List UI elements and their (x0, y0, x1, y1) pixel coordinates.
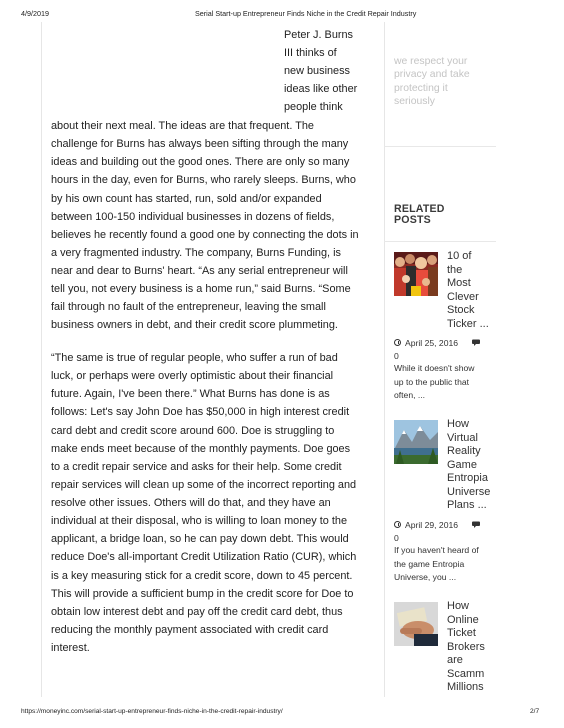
post-title-line: How (447, 600, 470, 612)
article-paragraph: about their next meal. The ideas are that frequent. The challenge for Burns has always been sifting through the many ideas and building out the good ones. There are only so many hours in the day, even for Burns, who rarely sleeps. Burns, who by his own count has started, run, sold and/or expanded between 100-150 individual businesses in dozens of fields, believes he recently found a good one by connecting the dots in a very fragmented industry. The company, Burns Funding, is near and dear to Burns' heart. “As any serial entrepreneur will tell you, not every business is a home run,” said Burns. “Some fail through no fault of the entrepreneur, leaving the small business owners in debt, and their credit score plummeting. (51, 120, 359, 332)
sidebar-divider-line (384, 146, 496, 147)
clock-icon (394, 339, 401, 346)
post-excerpt: If you haven't heard of the game Entropia Universe, you ... (394, 545, 479, 583)
post-title-line: Entropia (447, 472, 488, 484)
intro-line: new business (284, 65, 350, 78)
post-title-line: Scamm (447, 667, 485, 680)
privacy-note: we respect your privacy and take protecting it seriously (394, 56, 470, 108)
print-title: Serial Start-up Entrepreneur Finds Niche in the Credit Repair Industry (195, 9, 417, 18)
clock-icon (394, 521, 401, 528)
comment-icon (472, 339, 480, 346)
intro-line: people think (284, 101, 343, 114)
intro-line: ideas like other (284, 83, 358, 96)
post-title-line: Stock (447, 304, 475, 316)
intro-line: III thinks of (284, 47, 337, 60)
post-date: April 29, 2016 (405, 520, 459, 530)
sidebar-divider-line (384, 241, 496, 242)
post-title-line: Universe (447, 485, 491, 498)
print-url: https://moneyinc.com/serial-start-up-entrepreneur-finds-niche-in-the-credit-repair-industry/ (21, 708, 283, 715)
post-title-line: are (447, 654, 463, 666)
post-title-line: Millions (447, 681, 484, 693)
post-title-line: Brokers (447, 640, 485, 653)
post-title-line: Game (447, 458, 477, 471)
post-excerpt: While it doesn't show up to the public that often, ... (394, 363, 475, 401)
post-title-line: Ticket (447, 627, 476, 639)
content-left-border (41, 22, 42, 697)
hand-ticket-photo-icon[interactable] (394, 602, 438, 646)
post-title-line: Most (447, 277, 471, 289)
comment-count: 0 (394, 533, 399, 543)
mountain-lake-photo-icon[interactable] (394, 420, 438, 464)
post-title[interactable] (447, 600, 491, 695)
intro-line: Peter J. Burns (284, 29, 354, 41)
post-date: April 25, 2016 (405, 338, 459, 348)
post-title-line: the (447, 263, 463, 276)
page-number: 2/7 (530, 708, 540, 715)
article-intro (284, 26, 362, 116)
post-title[interactable] (447, 250, 491, 331)
comment-count: 0 (394, 351, 399, 361)
post-title-line: 10 of (447, 250, 472, 262)
post-title-line: How (447, 418, 470, 430)
related-posts-heading: RELATED POSTS (394, 203, 445, 227)
post-title[interactable] (447, 418, 491, 513)
comment-icon (472, 521, 480, 528)
post-title-line: Ticker ... (447, 317, 489, 330)
post-title-line: Online (447, 613, 479, 626)
post-title-line: Clever (447, 290, 479, 303)
article-paragraph: “The same is true of regular people, who suffer a run of bad luck, or perhaps were overly optimistic about their financial future. Again, I've been there.” What Burns has done is as follows: Let's say John Doe has $50,000 in high interest credit card debt and credit score around 600. Doe is struggling to make ends meet because of the monthly payments. Doe goes to a credit repair service and asks for their help. Some credit repair services will clean up some of the incorrect reporting and resolve other issues. Others will do that, and they have an individual at their disposal, who is willing to loan money to the applicant, a bridge loan, so he can pay down debt. This would reduce Doe's all-important Credit Utilization Ratio (CUR), which is a key measuring stick for a credit score, down to 45 percent. This will provide a sufficient bump in the credit score for Doe to obtain low interest debt and pay off the credit card debt, thus reducing the monthly payment associated with credit card interest. (51, 352, 357, 654)
post-title-line: Virtual (447, 431, 478, 444)
crowd-photo-icon[interactable] (394, 252, 438, 296)
print-date: 4/9/2019 (21, 9, 49, 18)
sidebar-divider (384, 22, 385, 697)
post-title-line: Reality (447, 445, 481, 457)
post-title-line: Plans ... (447, 499, 487, 511)
